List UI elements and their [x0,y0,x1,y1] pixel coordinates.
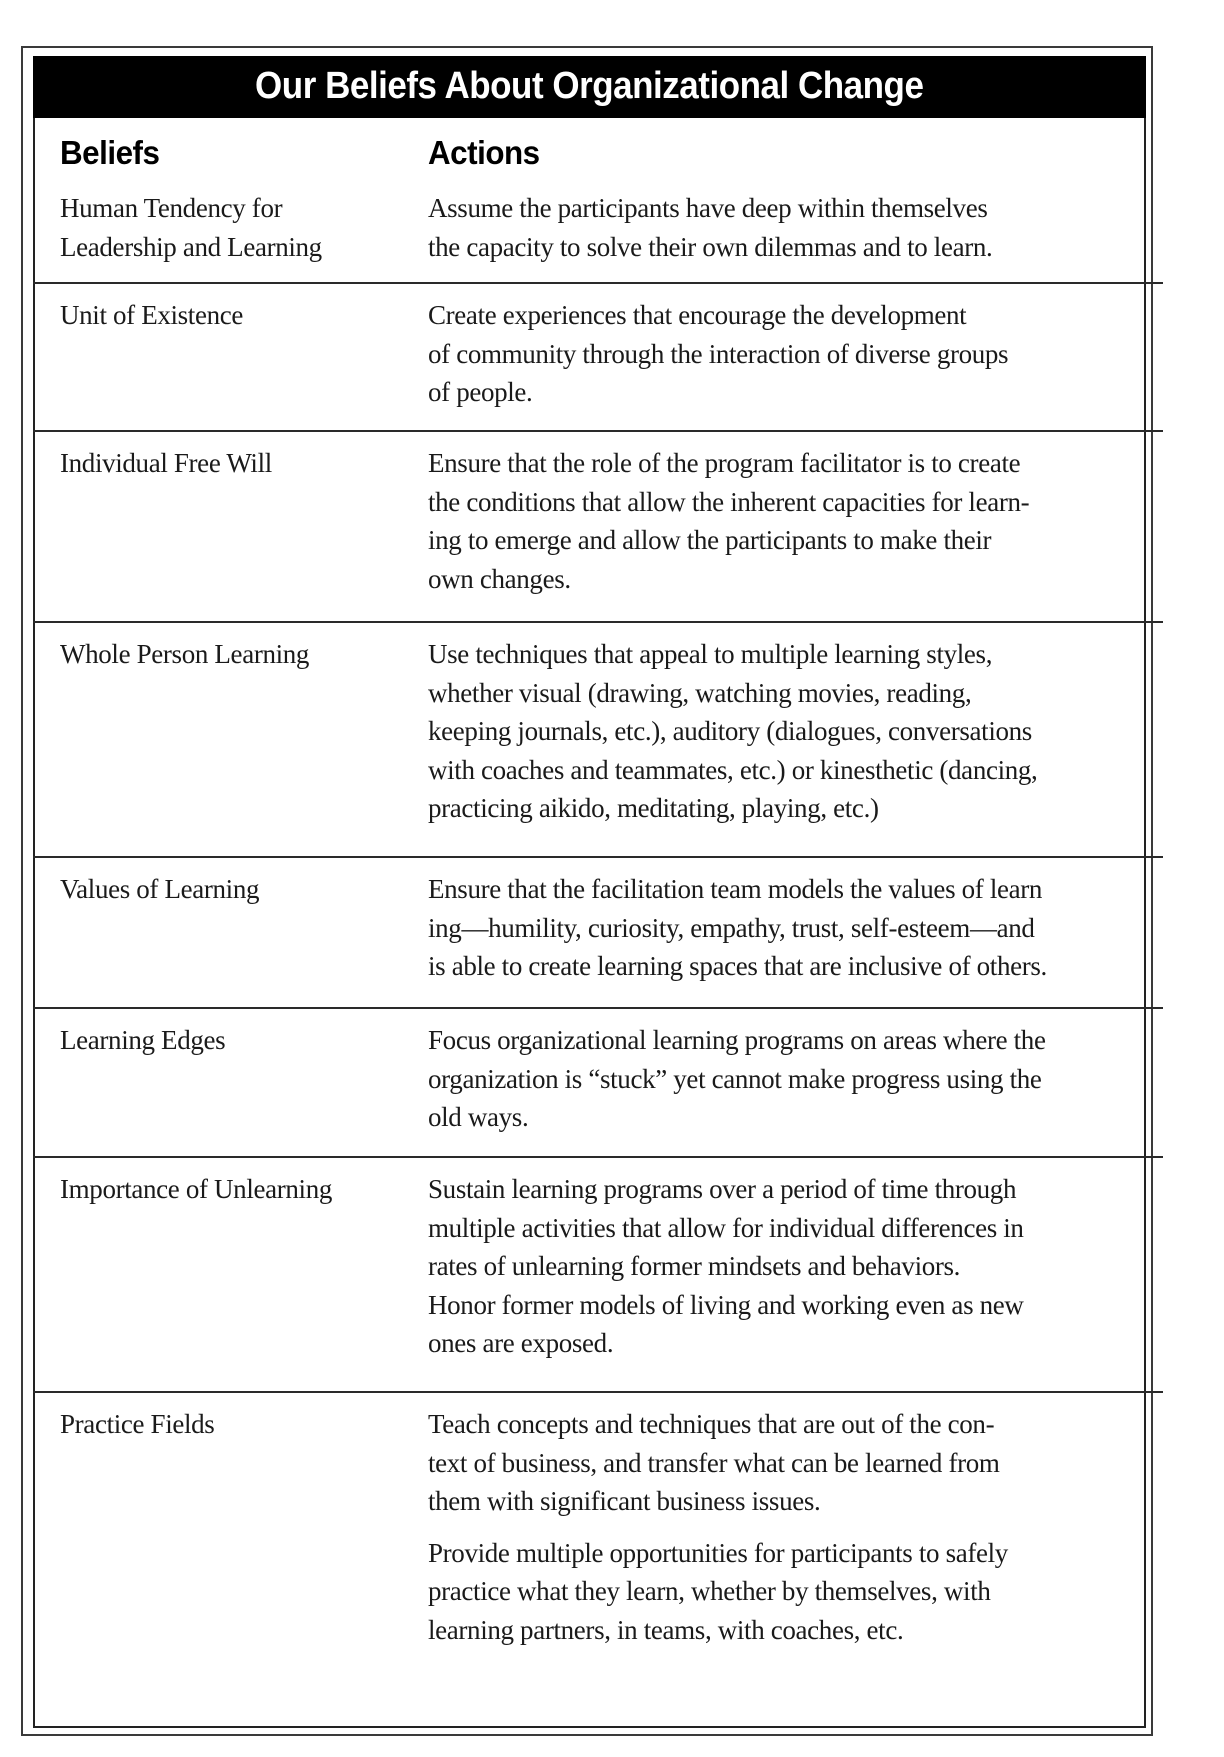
belief-line: Importance of Unlearning [60,1174,332,1204]
action-line: keeping journals, etc.), auditory (dialogues, conversations [428,716,1032,746]
action-cell [428,189,992,266]
action-cell [428,635,1037,828]
belief-cell [60,444,272,483]
action-line: with coaches and teammates, etc.) or kinesthetic (dancing, [428,754,1038,785]
action-line: Honor former models of living and working even as new [428,1289,1024,1320]
belief-line: Values of Learning [60,874,260,904]
action-line: organization is “stuck” yet cannot make progress using the [428,1063,1042,1094]
action-line: practice what they learn, whether by themselves, with [428,1576,991,1606]
row-divider [33,430,1163,432]
action-cell [428,870,1047,986]
row-divider [33,282,1163,284]
belief-cell [60,1405,214,1444]
row-divider [33,1156,1163,1158]
row-divider [33,856,1163,858]
action-line: multiple activities that allow for individual differences in [428,1212,1024,1243]
action-line: Teach concepts and techniques that are out of the con- [428,1409,995,1439]
action-line: learning partners, in teams, with coaches, etc. [428,1614,904,1645]
action-cell [428,1021,1046,1137]
action-cell [428,296,1008,412]
column-header-beliefs: Beliefs [60,134,160,171]
action-line: Assume the participants have deep within themselves [428,193,988,223]
action-line: whether visual (drawing, watching movies, reading, [428,677,972,708]
belief-cell [60,189,322,266]
belief-cell [60,296,243,335]
action-line: Focus organizational learning programs on areas where the [428,1025,1046,1055]
belief-line: Leadership and Learning [60,231,322,262]
action-line: Sustain learning programs over a period of time through [428,1174,1017,1204]
column-header-actions: Actions [428,134,540,171]
row-divider [33,1007,1163,1009]
action-line: of community through the interaction of diverse groups [428,338,1009,369]
action-line: the capacity to solve their own dilemmas and to learn. [428,231,993,262]
action-line: practicing aikido, meditating, playing, etc.) [428,793,879,823]
belief-line: Whole Person Learning [60,639,310,669]
page-title: Our Beliefs About Organizational Change [255,65,924,107]
action-line: them with significant business issues. [428,1486,821,1516]
action-line: ones are exposed. [428,1328,614,1358]
action-line: Use techniques that appeal to multiple learning styles, [428,639,993,669]
row-divider [33,1391,1163,1393]
action-line: Ensure that the role of the program facilitator is to create [428,448,1021,478]
action-line: own changes. [428,563,571,594]
action-cell [428,444,1029,598]
belief-cell [60,1170,332,1209]
action-line: Create experiences that encourage the development [428,300,967,330]
action-line: is able to create learning spaces that are inclusive of others. [428,951,1047,981]
row-divider [33,621,1163,623]
action-line: ing to emerge and allow the participants to make their [428,525,992,555]
action-line: of people. [428,377,533,407]
belief-line: Learning Edges [60,1025,226,1055]
action-line: rates of unlearning former mindsets and behaviors. [428,1251,961,1281]
belief-line: Practice Fields [60,1409,215,1439]
belief-cell [60,870,259,909]
action-line: the conditions that allow the inherent capacities for learn- [428,486,1030,517]
action-line: ing—humility, curiosity, empathy, trust, self-esteem—and [428,912,1035,943]
belief-cell [60,635,309,674]
action-line: old ways. [428,1102,529,1132]
title-bar [33,56,1146,118]
belief-line: Unit of Existence [60,300,243,330]
paragraph-gap [428,1521,1008,1534]
action-cell [428,1405,1008,1649]
belief-cell [60,1021,225,1060]
action-line: Provide multiple opportunities for participants to safely [428,1537,1008,1568]
action-line: text of business, and transfer what can be learned from [428,1447,1000,1478]
belief-line: Human Tendency for [60,193,283,223]
belief-line: Individual Free Will [60,448,272,478]
action-line: Ensure that the facilitation team models the values of learn [428,874,1043,904]
action-cell [428,1170,1024,1363]
